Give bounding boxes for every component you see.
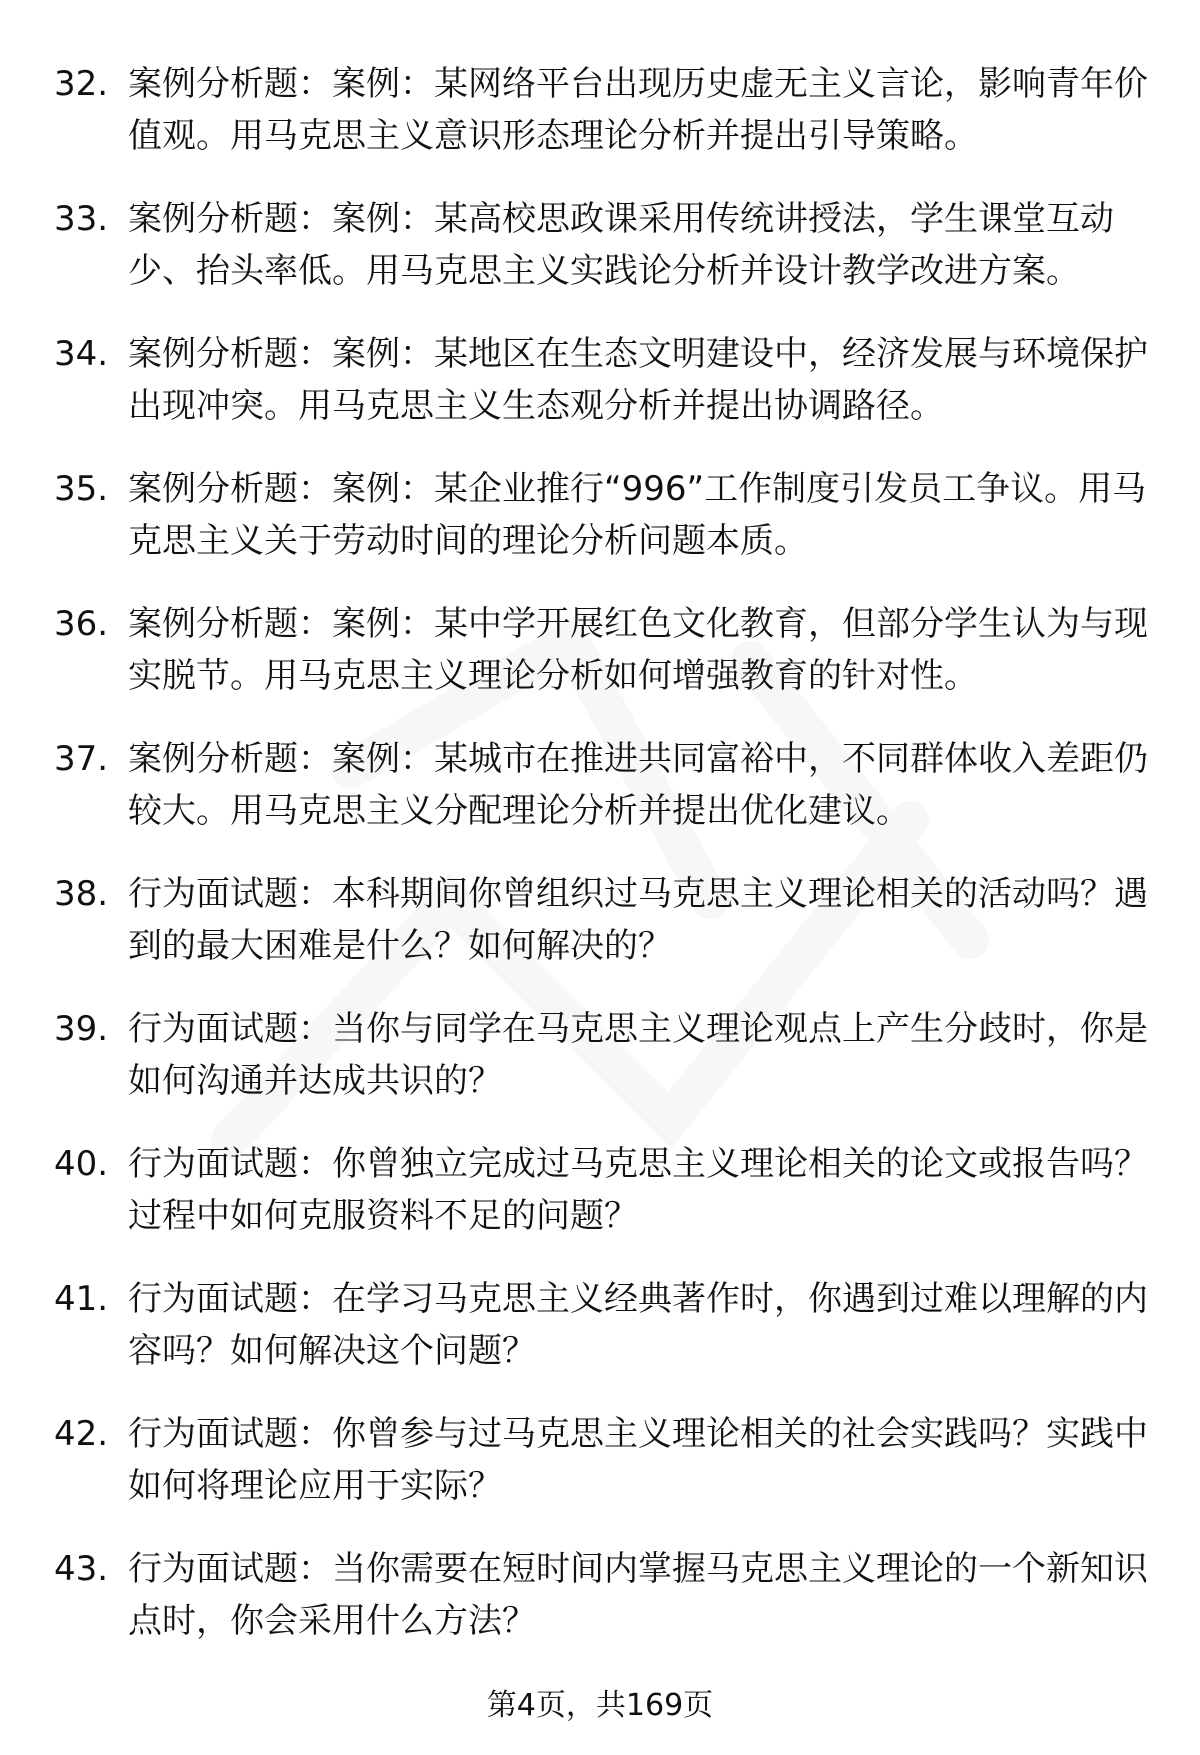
- question-number: 37.: [54, 739, 109, 779]
- question-number: 34.: [54, 334, 109, 374]
- question-number: 40.: [54, 1144, 109, 1184]
- question-number: 32.: [54, 64, 109, 104]
- question-item: [54, 1003, 1154, 1107]
- question-text: 行为面试题：你曾独立完成过马克思主义理论相关的论文或报告吗？过程中如何克服资料不足的问题？: [128, 1144, 1148, 1236]
- question-text: 案例分析题：案例：某城市在推进共同富裕中，不同群体收入差距仍较大。用马克思主义分配理论分析并提出优化建议。: [128, 739, 1148, 831]
- question-text: 行为面试题：当你需要在短时间内掌握马克思主义理论的一个新知识点时，你会采用什么方法？: [128, 1549, 1148, 1641]
- question-text: 案例分析题：案例：某企业推行“996”工作制度引发员工争议。用马克思主义关于劳动时间的理论分析问题本质。: [128, 469, 1147, 561]
- question-number: 38.: [54, 874, 109, 914]
- question-item: [54, 463, 1154, 567]
- question-item: [54, 193, 1154, 297]
- question-item: [54, 868, 1154, 972]
- question-number: 36.: [54, 604, 109, 644]
- question-text: 案例分析题：案例：某地区在生态文明建设中，经济发展与环境保护出现冲突。用马克思主义生态观分析并提出协调路径。: [128, 334, 1148, 426]
- question-text: 行为面试题：你曾参与过马克思主义理论相关的社会实践吗？实践中如何将理论应用于实际？: [128, 1414, 1148, 1506]
- question-number: 33.: [54, 199, 109, 239]
- question-number: 43.: [54, 1549, 109, 1589]
- question-item: [54, 598, 1154, 702]
- question-list: [54, 58, 1154, 1678]
- question-text: 行为面试题：本科期间你曾组织过马克思主义理论相关的活动吗？遇到的最大困难是什么？如何解决的？: [128, 874, 1148, 966]
- question-number: 35.: [54, 469, 109, 509]
- question-item: [54, 1273, 1154, 1377]
- question-text: 行为面试题：当你与同学在马克思主义理论观点上产生分歧时，你是如何沟通并达成共识的？: [128, 1009, 1148, 1101]
- page-footer: [0, 1686, 1200, 1726]
- question-number: 39.: [54, 1009, 109, 1049]
- page-number-label: 第4页，共169页: [486, 1688, 714, 1723]
- question-item: [54, 1138, 1154, 1242]
- question-text: 案例分析题：案例：某中学开展红色文化教育，但部分学生认为与现实脱节。用马克思主义理论分析如何增强教育的针对性。: [128, 604, 1148, 696]
- question-text: 案例分析题：案例：某高校思政课采用传统讲授法，学生课堂互动少、抬头率低。用马克思主义实践论分析并设计教学改进方案。: [128, 199, 1114, 291]
- question-number: 42.: [54, 1414, 109, 1454]
- question-item: [54, 328, 1154, 432]
- question-item: [54, 1408, 1154, 1512]
- question-item: [54, 58, 1154, 162]
- question-text: 案例分析题：案例：某网络平台出现历史虚无主义言论，影响青年价值观。用马克思主义意识形态理论分析并提出引导策略。: [128, 64, 1148, 156]
- question-text: 行为面试题：在学习马克思主义经典著作时，你遇到过难以理解的内容吗？如何解决这个问题？: [128, 1279, 1148, 1371]
- question-item: [54, 733, 1154, 837]
- question-number: 41.: [54, 1279, 109, 1319]
- question-item: [54, 1543, 1154, 1647]
